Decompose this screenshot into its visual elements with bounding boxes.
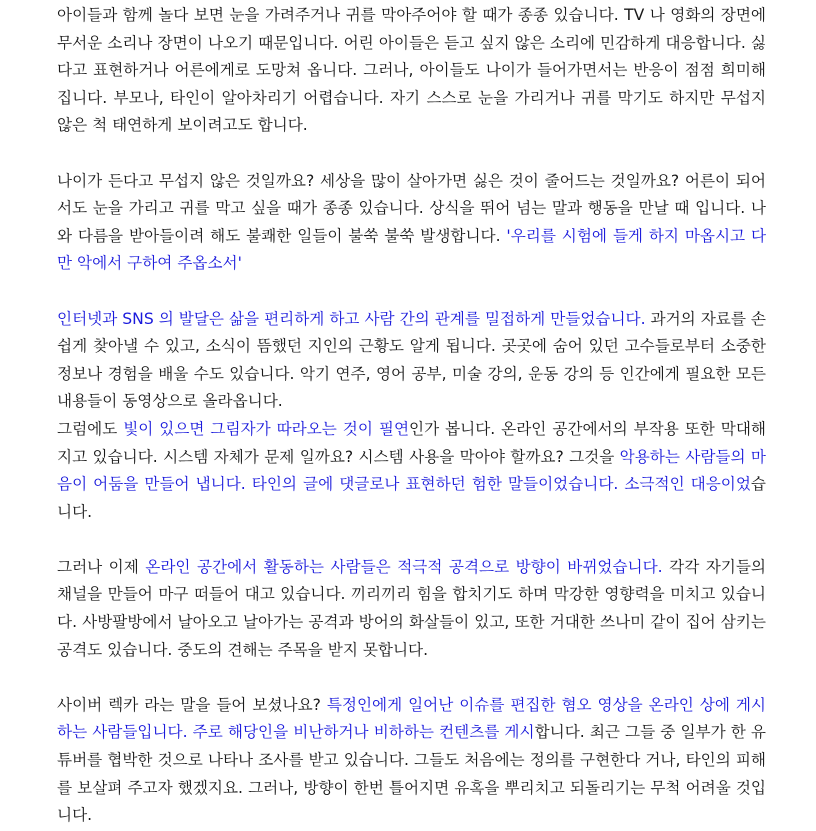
paragraph-gap <box>57 526 766 554</box>
text-run: 그럼에도 <box>57 419 124 438</box>
text-run: 아이들과 함께 놀다 보면 눈을 가려주거나 귀를 막아주어야 할 때가 종종 있습니다. TV 나 영화의 장면에 무서운 소리나 장면이 나오기 때문입니다. 어린 아이들은 듣고 싶지 않은 소리에 민감하게 대응합니다. 싫다고 표현하거나 어른에게로 도망쳐 옵니다. 그러나, 아이들도 나이가 들어가면서는 반응이 점점 희미해집니다. 부모나, 타인이 알아차리기 어렵습니다. 자기 스스로 눈을 가리거나 귀를 막기도 하지만 무섭지 않은 척 태연하게 보이려고도 합니다. <box>57 6 766 135</box>
text-run: 습니다. <box>57 475 766 521</box>
paragraph-1 <box>57 2 766 140</box>
text-run: 그러나 이제 <box>57 557 146 576</box>
highlighted-text: 빛이 있으면 그림자가 따라오는 것이 필연 <box>123 419 410 438</box>
paragraph-3 <box>57 306 766 416</box>
text-run: 합니다. 최근 그들 중 일부가 한 유튜버를 협박한 것으로 나타나 조사를 받고 있습니다. 그들도 처음에는 정의를 구현한다 거나, 타인의 피해를 보살펴 주고자 했겠지요. 그러나, 방향이 한번 틀어지면 유혹을 뿌리치고 되돌리기는 무척 어려울 것입니다. <box>57 723 766 825</box>
highlighted-text: 온라인 공간에서 활동하는 사람들은 적극적 공격으로 방향이 바뀌었습니다. <box>145 557 663 576</box>
paragraph-4 <box>57 416 766 526</box>
paragraph-6 <box>57 692 766 830</box>
paragraph-gap <box>57 664 766 692</box>
text-run: 나이가 든다고 무섭지 않은 것일까요? 세상을 많이 살아가면 싫은 것이 줄어드는 것일까요? 어른이 되어서도 눈을 가리고 귀를 막고 싶을 때가 종종 있습니다. 상식을 뛰어 넘는 말과 행동을 만날 때 입니다. 나와 다름을 받아들이려 해도 불쾌한 일들이 불쑥 불쑥 발생합니다. <box>57 171 766 245</box>
text-run: 각각 자기들의 채널을 만들어 마구 떠들어 대고 있습니다. 끼리끼리 힘을 합치기도 하며 막강한 영향력을 미치고 있습니다. 사방팔방에서 날아오고 날아가는 공격과 방어의 화살들이 있고, 또한 거대한 쓰나미 같이 집어 삼키는 공격도 있습니다. 중도의 견해는 주목을 받지 못합니다. <box>57 557 766 659</box>
paragraph-gap <box>57 278 766 306</box>
highlighted-text: 특정인에게 일어난 이슈를 편집한 혐오 영상을 온라인 상에 게시하는 사람들입니다. 주로 해당인을 비난하거나 비하하는 컨텐츠를 게시 <box>57 695 766 742</box>
text-run: 사이버 렉카 라는 말을 들어 보셨나요? <box>57 695 327 714</box>
paragraph-gap <box>57 140 766 168</box>
highlighted-text: '우리를 시험에 들게 하지 마옵시고 다만 악에서 구하여 주옵소서' <box>57 226 767 273</box>
text-run: 인가 봅니다. 온라인 공간에서의 부작용 또한 막대해지고 있습니다. 시스템 자체가 문제 일까요? 시스템 사용을 막아야 할까요? 그것을 <box>57 419 766 466</box>
highlighted-text: 악용하는 사람들의 마음이 어둠을 만들어 냅니다. 타인의 글에 댓글로나 표현하던 험한 말들이었습니다. 소극적인 대응이었 <box>57 447 766 494</box>
paragraph-2 <box>57 168 766 278</box>
document-body <box>57 2 766 830</box>
highlighted-text: 인터넷과 SNS 의 발달은 삶을 편리하게 하고 사람 간의 관계를 밀접하게 만들었습니다. <box>57 309 646 328</box>
paragraph-5 <box>57 554 766 664</box>
text-run: 과거의 자료를 손쉽게 찾아낼 수 있고, 소식이 뜸했던 지인의 근황도 알게 됩니다. 곳곳에 숨어 있던 고수들로부터 소중한 정보나 경험을 배울 수도 있습니다. 악기 연주, 영어 공부, 미술 강의, 운동 강의 등 인간에게 필요한 모든 내용들이 동영상으로 올라옵니다. <box>57 309 766 411</box>
